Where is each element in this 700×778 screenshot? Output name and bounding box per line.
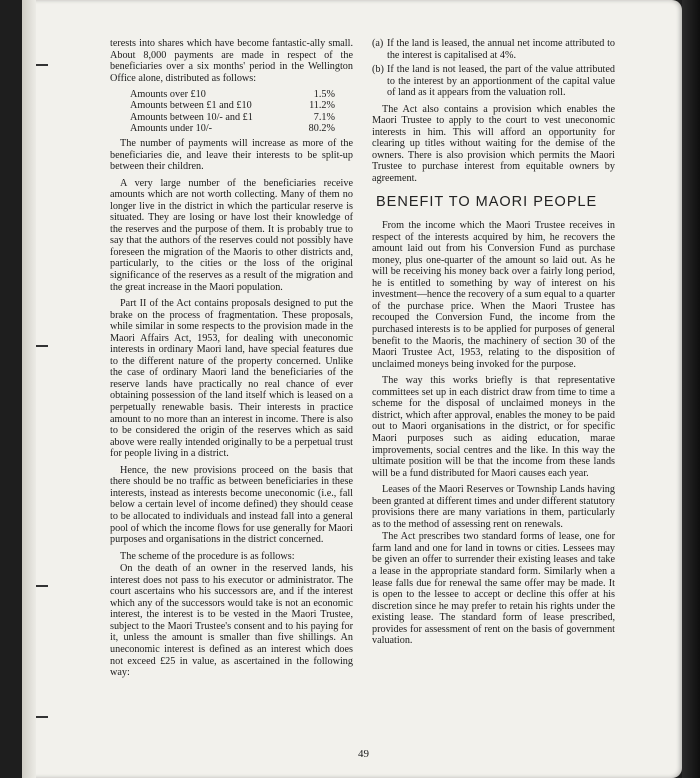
binding-staple-mark xyxy=(36,64,48,66)
table-row xyxy=(130,123,335,134)
book-spine xyxy=(22,0,36,778)
paragraph: The scheme of the procedure is as follows: xyxy=(120,550,295,562)
table-row xyxy=(130,89,335,100)
section-heading: BENEFIT TO MAORI PEOPLE xyxy=(376,193,598,210)
clause-label: (a) xyxy=(372,38,384,49)
paragraph: A very large number of the beneficiaries receive amounts which are not worth collecting. Many of them no longer live in the district in which the particular reserve is situated. They are losing or have lost their knowledge of the reserves and the purpose of them. It is probably true to say that the authors of the reserves could not possibly have foreseen the migration of the Maoris to other districts and, particularly, to the cities or the loss of the original significance of the reserves as a result of the migration and the great increase in the Maori population. xyxy=(110,177,353,293)
clause-text: If the land is leased, the annual net income attributed to the interest is capitalised at 4%. xyxy=(387,38,615,61)
paragraph: Part II of the Act contains proposals designed to put the brake on the process of fragmentation. These proposals, while similar in some respects to the provision made in the Maori Affairs Act, 1953, for dealing with uneconomic interests in ordinary Maori land, have special features due to the different nature of the property concerned. Unlike the case of ordinary Maori land the beneficiaries of the reserve lands have practically no real chance of ever obtaining possession of the land itself which is leased on a perpetually renewable basis. Their interests in practice amount to no more than an interest in income. There is also to be considered the origin of the reserves which as said above were really intended originally to be a perpetual trust for people living in a district. xyxy=(110,298,353,460)
paragraph: On the death of an owner in the reserved lands, his interest does not pass to his executor or administrator. The court ascertains who his successors are, and if the interest which any of the successors would take is not an economic interest, the interest is to be vested in the Maori Trustee, subject to the Maori Trustee's consent and to his paying for it, unless the amount is smaller than five shillings. An uneconomic interest is defined as an interest which does not exceed £25 in value, as ascertained in the following way: xyxy=(110,563,353,679)
paragraph: The way this works briefly is that representative committees set up in each district draw from time to time a scheme for the disposal of unclaimed moneys in the district, which after approval, enables the money to be paid out to Maori organisations in the district, or for specific Maori purposes such as aiding education, marae improvements, social centres and the like. In this way the ultimate position will be that the income from these lands will be a fund distributed for Maori causes each year. xyxy=(372,375,615,479)
paragraph: The Act also contains a provision which enables the Maori Trustee to apply to the court to vest uneconomic interests in him. This will afford an opportunity for clearing up titles without waiting for the demise of the owners. There is also provision which permits the Maori Trustee to purchase interest from equitable owners by agreement. xyxy=(372,103,615,185)
paragraph: The number of payments will increase as more of the beneficiaries die, and leave their interests to be split-up between their children. xyxy=(110,138,353,173)
paragraph: terests into shares which have become fantastic-ally small. About 8,000 payments are made in respect of the beneficiaries over a six months' period in the Wellington Office alone, distributed as follows: xyxy=(110,38,353,84)
scan-edge xyxy=(682,0,700,778)
amount-percentage: 11.2% xyxy=(309,100,335,112)
binding-staple-mark xyxy=(36,345,48,347)
clause-b xyxy=(372,64,615,99)
document-page xyxy=(22,0,682,778)
amount-label: Amounts over £10 xyxy=(130,89,206,101)
left-column xyxy=(110,38,353,684)
table-row xyxy=(130,100,335,111)
paragraph: The Act prescribes two standard forms of lease, one for farm land and one for land in towns or cities. Lessees may be given an offer to surrender their existing leases and take a lease in the appropriate standard form. Similarly when a lease falls due for renewal the same offer may be made. It is open to the lessee to accept or decline this offer at his discretion since he may prefer to retain his rights under the existing lease. The standard form of lease prescribed, provides for assessment of rent on the basis of government valuation. xyxy=(372,531,615,647)
binding-staple-mark xyxy=(36,585,48,587)
amount-percentage: 1.5% xyxy=(313,89,335,101)
page-number: 49 xyxy=(358,748,369,760)
clause-a xyxy=(372,38,615,61)
paragraph: From the income which the Maori Trustee receives in respect of the interests acquired by him, he recovers the amount laid out from his Conversion Fund as purchase money, plus one-quarter of the amount so laid out. As he will be receiving his money back over a fairly long period, he is entitled to something by way of interest on his investment—hence the recovery of a sum equal to a quarter of the purchase price. When the Maori Trustee has recouped the Conversion Fund, the income from the purchased interests is to be applied for purposes of general benefit to the Maoris, the machinery of section 30 of the Maori Trustee Act, 1953, relating to the disposition of unclaimed moneys being invoked for the purpose. xyxy=(372,220,615,370)
paragraph: Hence, the new provisions proceed on the basis that there should be no traffic as between beneficiaries in these interests, instead as interests become uneconomic (i.e., fall below a certain level of income defined) they should cease to be allocated to individuals and instead fall into a general pool of which the income flows for use generally for Maori purposes and organisations in the district concerned. xyxy=(110,464,353,546)
payment-distribution-table xyxy=(130,89,335,134)
amount-label: Amounts between 10/- and £1 xyxy=(130,111,253,123)
amount-label: Amounts between £1 and £10 xyxy=(130,100,252,112)
right-column xyxy=(372,38,615,652)
binding-staple-mark xyxy=(36,716,48,718)
table-row xyxy=(130,112,335,123)
paragraph: Leases of the Maori Reserves or Township Lands having been granted at different times and under different statutory provisions there are many variations in them, particularly as to the method of assessing rent on renewals. xyxy=(372,484,615,530)
clause-text: If the land is not leased, the part of the value attributed to the interest by an apportionment of the capital value of land as it appears from the valuation roll. xyxy=(387,64,615,99)
clause-label: (b) xyxy=(372,64,384,76)
amount-percentage: 7.1% xyxy=(313,111,335,123)
amount-percentage: 80.2% xyxy=(308,122,335,134)
amount-label: Amounts under 10/- xyxy=(130,122,213,134)
